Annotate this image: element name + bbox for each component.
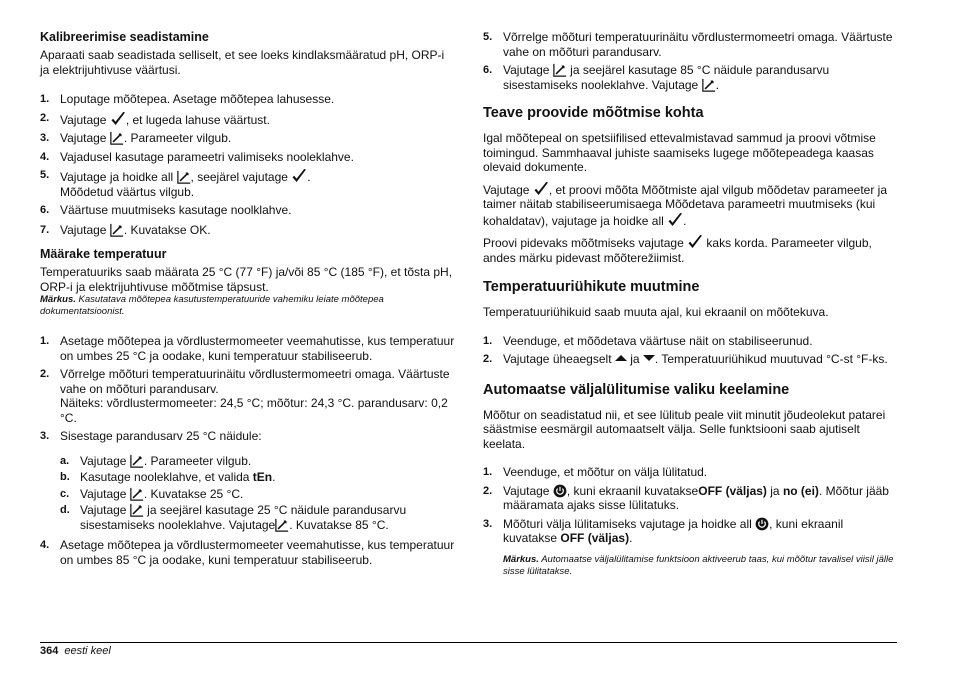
- units-heading: Temperatuuriühikute muutmine: [483, 279, 700, 295]
- calib-step-4: 4. Vajadusel kasutage parameetri valimiseks nooleklahve.: [40, 149, 354, 164]
- temperature-heading: Määrake temperatuur: [40, 247, 167, 261]
- edit-icon: [130, 503, 144, 517]
- page-footer: [40, 644, 111, 658]
- measurement-para-1: Igal mõõtepeal on spetsiifilised ettevalmistavad sammud ja proovi võtmise toimingud. Sammhaaval juhiste saamiseks lugege mõõtepeadega kaasas olevaid dokumente.: [483, 131, 876, 174]
- right-column: [483, 30, 899, 578]
- edit-icon: [130, 487, 144, 501]
- check-icon: [291, 168, 307, 184]
- edit-icon: [110, 131, 124, 145]
- temp-step-5: 5. Võrrelge mõõturi temperatuurinäitu võrdlustermomeetri omaga. Väärtuste vahe on mõõturi parandusarv.: [483, 30, 893, 59]
- temp-substep-d: d. Vajutage ja seejärel kasutage 25 °C näidule parandusarvu sisestamiseks nooleklahve. Vajutage . Kuvatakse 85 °C.: [60, 503, 407, 532]
- temp-substep-c: c. Vajutage . Kuvatakse 25 °C.: [60, 486, 244, 501]
- temp-step-2: 2. Võrrelge mõõturi temperatuurinäitu võrdlustermomeetri omaga. Väärtuste vahe on mõõturi parandusarv. Näiteks: võrdlustermomeeter: 24,5 °C; mõõtur: 24,3 °C. parandusarv: 0,2 °C.: [40, 367, 450, 425]
- auto-off-step-3: 3. Mõõturi välja lülitamiseks vajutage ja hoidke all , kuni ekraanil kuvatakse OFF (väljas). Märkus. Automaatse väljalülitamise funktsioon aktiveerub taas, kui mõõtur tavalisel viisil jälle sisse lülitatakse.: [483, 517, 899, 578]
- arrow-down-icon: [643, 354, 655, 362]
- edit-icon: [110, 223, 124, 237]
- auto-off-heading: Automaatse väljalülitumise valiku keelamine: [483, 381, 790, 398]
- calib-step-3: 3. Vajutage . Parameeter vilgub.: [40, 131, 232, 145]
- page-number: 364: [40, 645, 59, 657]
- measurement-para-3: Proovi pidevaks mõõtmiseks vajutage kaks korda. Parameeter vilgub, andes märku pidevast mõõterežiimist.: [483, 236, 872, 265]
- measurement-heading: Teave proovide mõõtmise kohta: [483, 105, 704, 121]
- calibration-steps: [40, 92, 456, 237]
- calib-step-7: 7. Vajutage . Kuvatakse OK.: [40, 222, 211, 237]
- calib-step-6: 6. Väärtuse muutmiseks kasutage noolklahve.: [40, 203, 292, 217]
- edit-icon: [275, 518, 289, 532]
- units-intro: Temperatuuriühikuid saab muuta ajal, kui ekraanil on mõõtekuva.: [483, 305, 829, 319]
- footer-rule: [40, 642, 897, 643]
- check-icon: [533, 181, 549, 197]
- calibration-heading: Kalibreerimise seadistamine: [40, 30, 209, 44]
- temperature-steps: [40, 334, 456, 567]
- edit-icon: [177, 170, 191, 184]
- calib-step-1: 1. Loputage mõõtepea. Asetage mõõtepea lahusesse.: [40, 92, 335, 106]
- auto-off-step-2: 2. Vajutage , kuni ekraanil kuvatakseOFF (väljas) ja no (ei). Mõõtur jääb määramata ajaks sisse lülitatuks.: [483, 483, 889, 512]
- units-steps: [483, 334, 899, 367]
- temp-substep-a: a. Vajutage . Parameeter vilgub.: [60, 453, 252, 468]
- temperature-note: Märkus. Kasutatava mõõtepea kasutustemperatuuride vahemiku leiate mõõtepea dokumentatsioonist.: [40, 294, 384, 317]
- check-icon: [687, 234, 703, 250]
- auto-off-step-1: 1. Veenduge, et mõõtur on välja lülitatud.: [483, 465, 708, 479]
- calib-step-5: 5. Vajutage ja hoidke all , seejärel vajutage . Mõõdetud väärtus vilgub.: [40, 169, 311, 199]
- temp-substeps: [60, 454, 456, 533]
- arrow-up-icon: [615, 354, 627, 362]
- temp-step-3: 3. Sisestage parandusarv 25 °C näidule: a. Vajutage . Parameeter vilgub. b. Kasutage nooleklahve, et valida tEn. c. Vajutage . Kuvatakse 25 °C. d. Vajutage ja seejärel kasutage 25 °C näidule parandusarvu sisestamiseks nooleklahve. Vajutage . Kuvatakse 85 °C.: [40, 429, 456, 532]
- temp-step-1: 1. Asetage mõõtepea ja võrdlustermomeeter veemahutisse, kus temperatuur on umbes 25 °C ja oodake, kuni temperatuur stabiliseerub.: [40, 334, 455, 363]
- edit-icon: [553, 63, 567, 77]
- auto-off-note: Märkus. Automaatse väljalülitamise funktsioon aktiveerub taas, kui mõõtur tavalisel viisil jälle sisse lülitatakse.: [503, 553, 894, 577]
- temp-step-6: 6. Vajutage ja seejärel kasutage 85 °C näidule parandusarvu sisestamiseks nooleklahve. Vajutage .: [483, 63, 830, 92]
- left-column: [40, 30, 456, 567]
- temp-step-4: 4. Asetage mõõtepea ja võrdlustermomeeter veemahutisse, kus temperatuur on umbes 85 °C ja oodake, kuni temperatuur stabiliseerub.: [40, 538, 455, 567]
- auto-off-steps: [483, 465, 899, 578]
- edit-icon: [130, 454, 144, 468]
- auto-off-intro: Mõõtur on seadistatud nii, et see lülitub peale viit minutit jõudeolekut patarei säästmise eesmärgil automaatselt välja. Selle funktsiooni saab ajutiselt keelata.: [483, 407, 886, 451]
- temp-substep-b: b. Kasutage nooleklahve, et valida tEn.: [60, 470, 276, 484]
- power-icon: [755, 517, 769, 531]
- temperature-steps-continued: [483, 30, 899, 92]
- check-icon: [667, 212, 683, 228]
- calibration-intro: Aparaati saab seadistada selliselt, et see loeks kindlaksmääratud pH, ORP-i ja elektrijuhtivuse väärtusi.: [40, 48, 445, 77]
- power-icon: [553, 484, 567, 498]
- check-icon: [110, 111, 126, 127]
- footer-language: eesti keel: [64, 645, 111, 657]
- temperature-intro: Temperatuuriks saab määrata 25 °C (77 °F) ja/või 85 °C (185 °F), et tõsta pH, ORP-i ja elektrijuhtivuse mõõtmise täpsust.: [40, 265, 453, 294]
- units-step-1: 1. Veenduge, et mõõdetava väärtuse näit on stabiliseerunud.: [483, 333, 813, 348]
- calib-step-2: 2. Vajutage , et lugeda lahuse väärtust.: [40, 111, 270, 127]
- units-step-2: 2. Vajutage üheaegselt ja . Temperatuuriühikud muutuvad °C-st °F-ks.: [483, 352, 888, 366]
- edit-icon: [702, 78, 716, 92]
- measurement-para-2: Vajutage , et proovi mõõta Mõõtmiste ajal vilgub mõõdetav parameeter ja taimer näitab stabiliseerumisaega Mõõdetava parameetri muutmiseks (kui kohaldatav), vajutage ja hoidke all .: [483, 182, 887, 228]
